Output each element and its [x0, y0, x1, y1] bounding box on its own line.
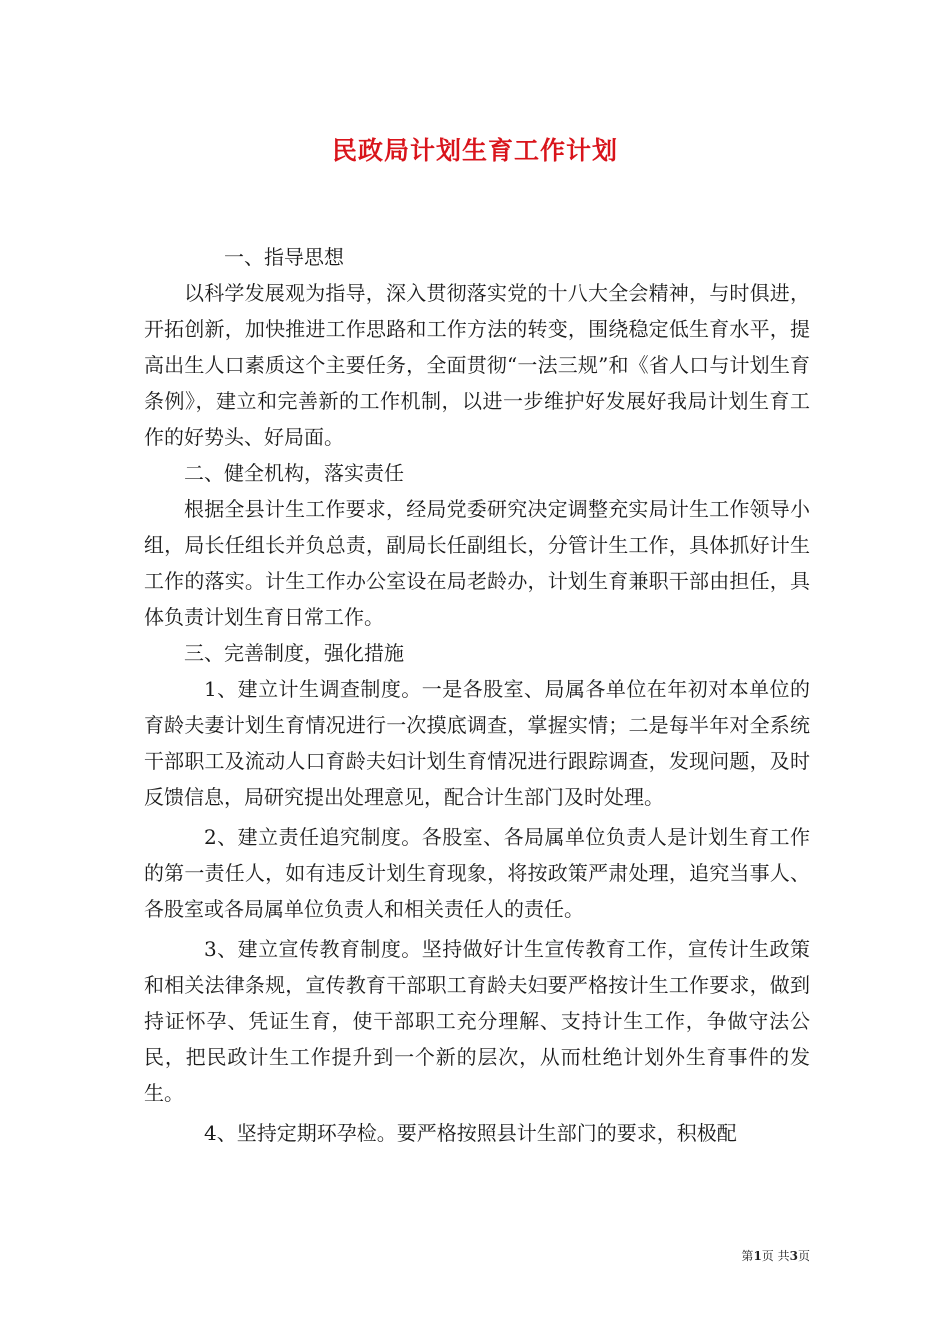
- footer-suffix: 页: [797, 1249, 810, 1263]
- numbered-paragraph-2: 2、建立责任追究制度。各股室、各局属单位负责人是计划生育工作的第一责任人，如有违反计划生育现象，将按政策严肃处理，追究当事人、各股室或各局属单位负责人和相关责任人的责任。: [144, 825, 810, 921]
- paragraph: 以科学发展观为指导，深入贯彻落实党的十八大全会精神，与时俱进，开拓创新，加快推进工作思路和工作方法的转变，围绕稳定低生育水平，提高出生人口素质这个主要任务，全面贯彻“一法三规”和《省人口与计划生育条例》，建立和完善新的工作机制，以进一步维护好发展好我局计划生育工作的好势头、好局面。: [144, 281, 810, 449]
- numbered-paragraph-1: 1、建立计生调查制度。一是各股室、局属各单位在年初对本单位的育龄夫妻计划生育情况进行一次摸底调查，掌握实情；二是每半年对全系统干部职工及流动人口育龄夫妇计划生育情况进行跟踪调查，发现问题，及时反馈信息，局研究提出处理意见，配合计生部门及时处理。: [144, 677, 810, 809]
- footer-current-page: 1: [753, 1249, 762, 1263]
- document-body: [144, 239, 810, 1151]
- paragraph: 根据全县计生工作要求，经局党委研究决定调整充实局计生工作领导小组，局长任组长并负总责，副局长任副组长，分管计生工作，具体抓好计生工作的落实。计生工作办公室设在局老龄办，计划生育兼职干部由担任，具体负责计划生育日常工作。: [144, 497, 810, 629]
- section-heading-1: 一、指导思想: [224, 245, 344, 269]
- numbered-paragraph-4: 4、坚持定期环孕检。要严格按照县计生部门的要求，积极配: [204, 1121, 737, 1145]
- section-heading-3: 三、完善制度，强化措施: [184, 641, 404, 665]
- section-heading-2: 二、健全机构，落实责任: [184, 461, 404, 485]
- footer-prefix: 第: [741, 1249, 754, 1263]
- footer-total-pages: 3: [789, 1249, 798, 1263]
- page-number-footer: [700, 1248, 810, 1264]
- document-title: 民政局计划生育工作计划: [331, 136, 618, 165]
- footer-middle: 页 共: [761, 1249, 790, 1263]
- numbered-paragraph-3: 3、建立宣传教育制度。坚持做好计生宣传教育工作，宣传计生政策和相关法律条规，宣传教育干部职工育龄夫妇要严格按计生工作要求，做到持证怀孕、凭证生育，使干部职工充分理解、支持计生工作，争做守法公民，把民政计生工作提升到一个新的层次，从而杜绝计划外生育事件的发生。: [144, 937, 810, 1105]
